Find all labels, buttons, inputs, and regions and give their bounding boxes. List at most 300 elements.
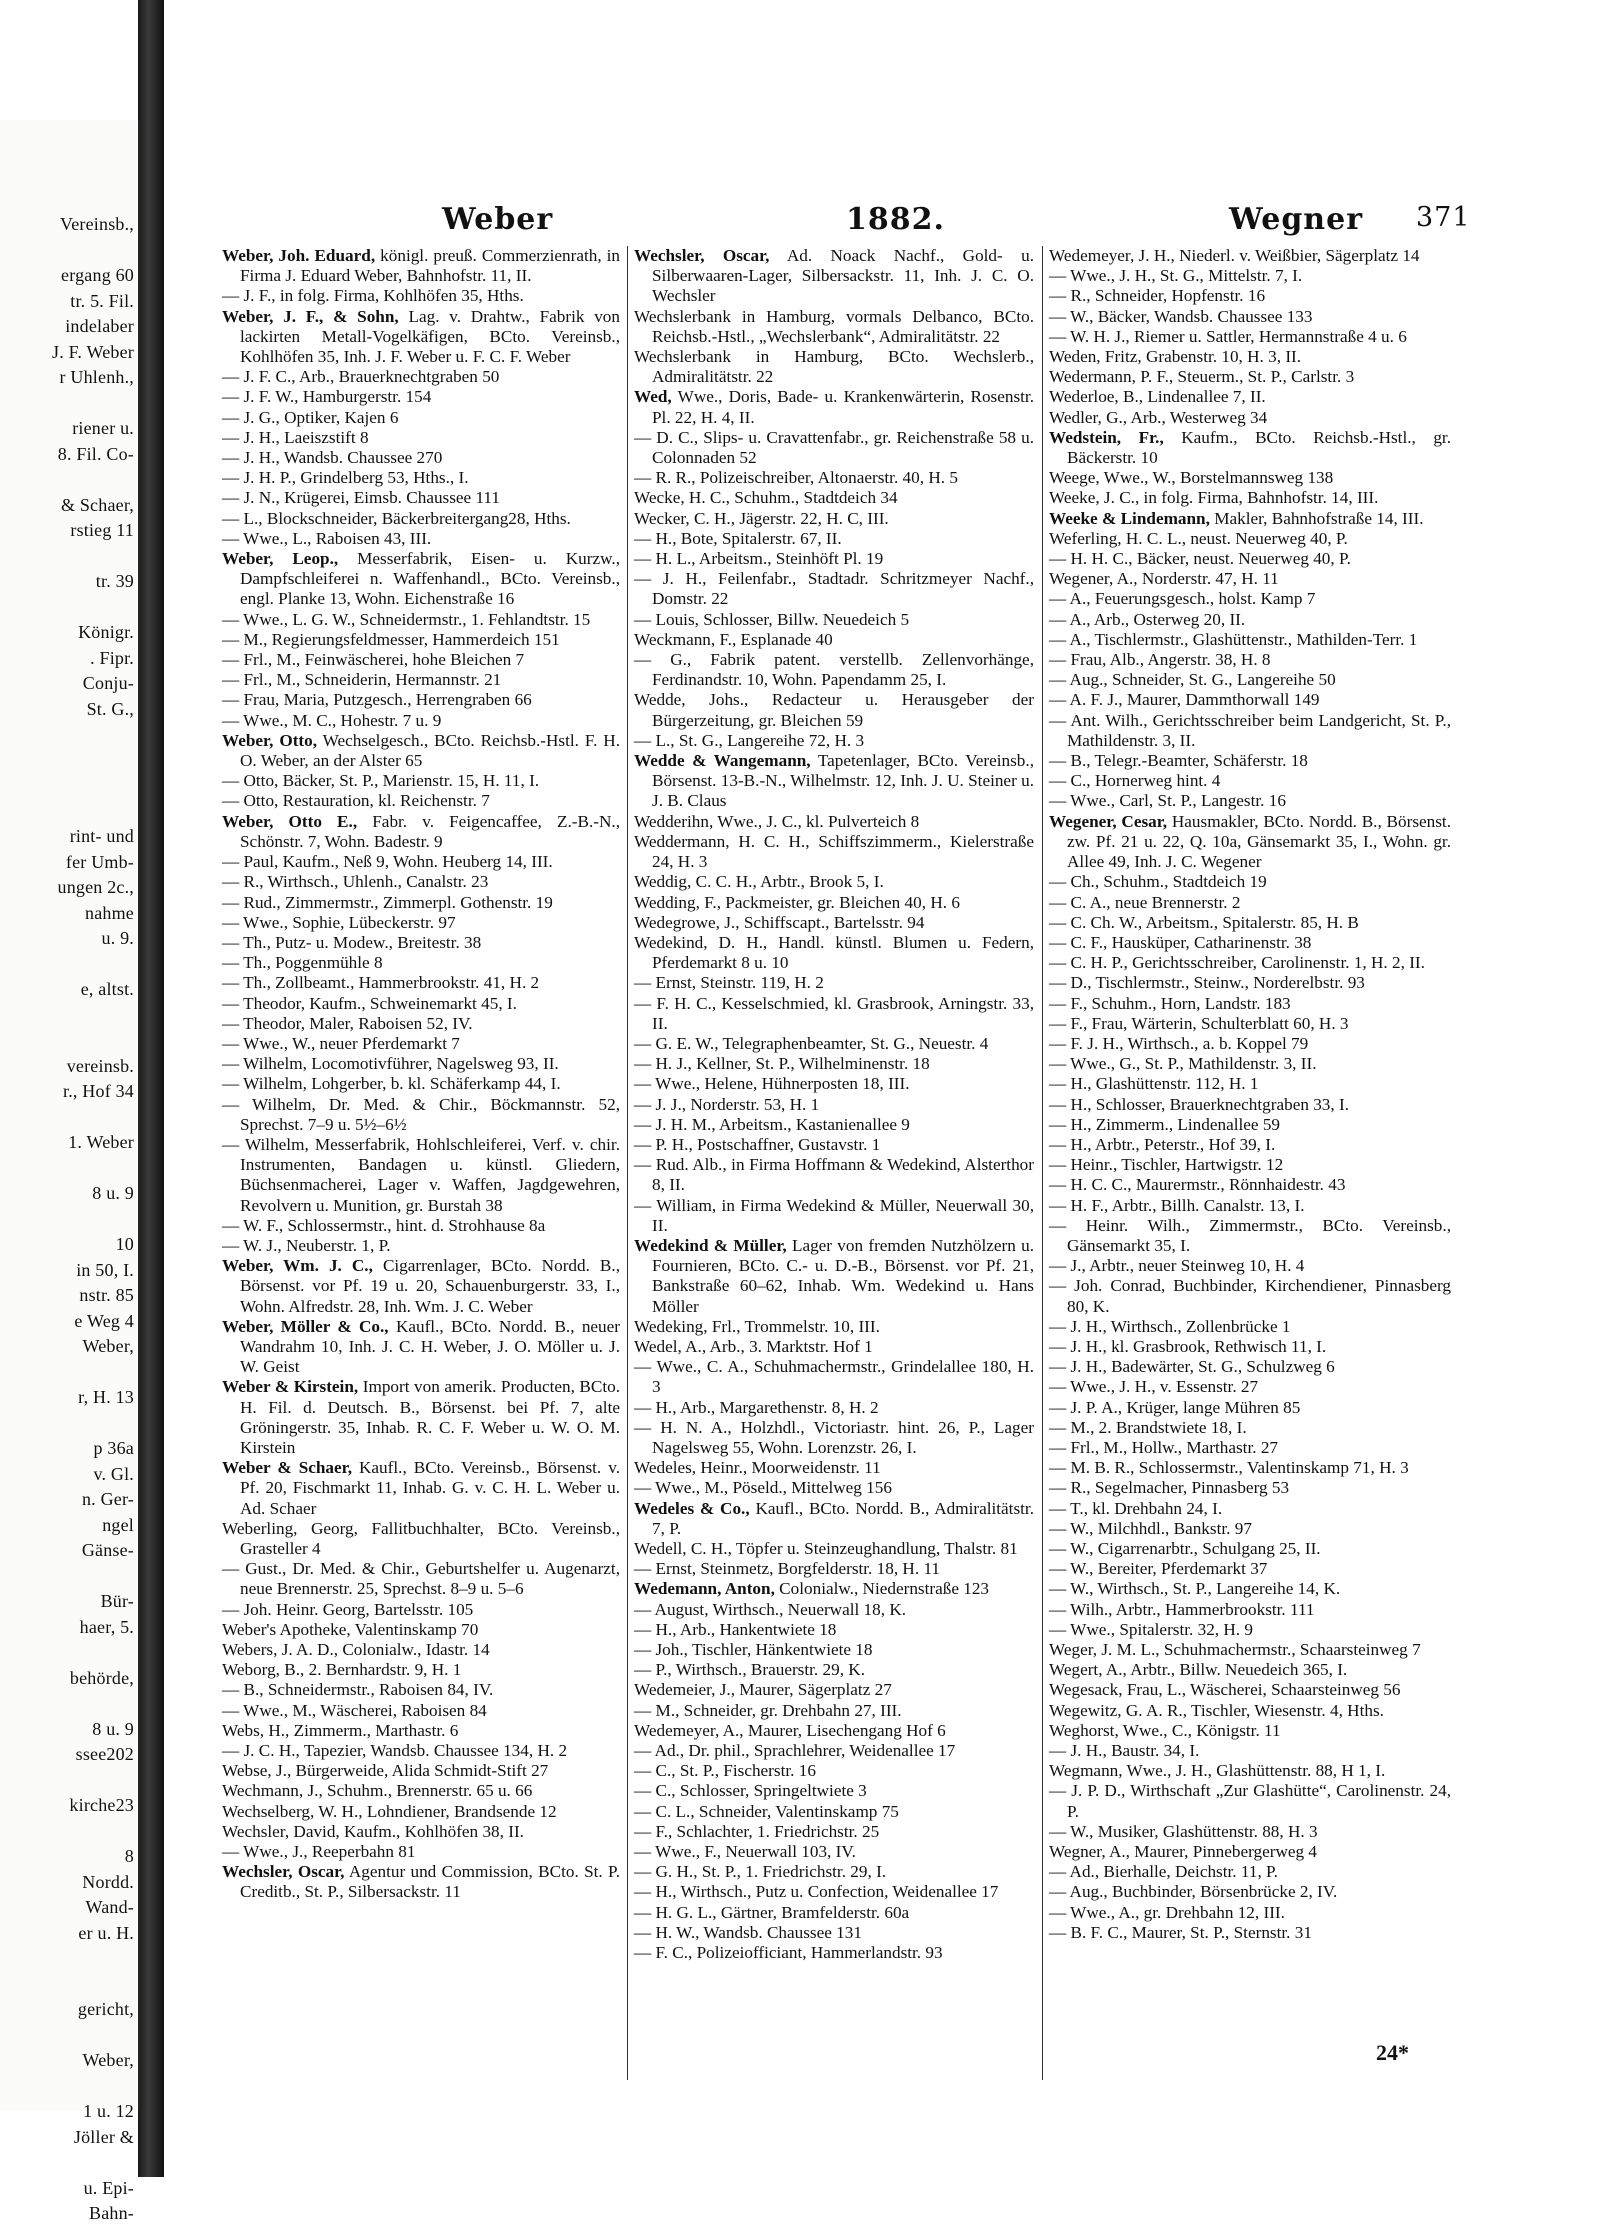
entry-text: Lag. v. Drahtw., Fabrik von lackirten Metall-Vogelkäfigen, BCto. Vereinsb., Kohlhöfen 35, Inh. J. F. Weber u. F. C. F. Weber <box>240 306 620 367</box>
directory-entry <box>634 1862 1034 1882</box>
entry-text: — Joh. Conrad, Buchbinder, Kirchendiener, Pinnasberg 80, K. <box>1049 1276 1451 1316</box>
entry-name: Wedekind & Müller, <box>634 1235 787 1255</box>
entry-text: — J. H., Laeiszstift 8 <box>222 427 369 447</box>
entry-text: Wegert, A., Arbtr., Billw. Neuedeich 365, I. <box>1049 1660 1348 1680</box>
directory-entry <box>634 1620 1034 1640</box>
directory-entry <box>1049 1478 1451 1498</box>
entry-text: — M. B. R., Schlossermstr., Valentinskamp 71, H. 3 <box>1049 1458 1409 1478</box>
facing-page-line <box>0 952 134 978</box>
entry-text: — D. C., Slips- u. Cravattenfabr., gr. Reichenstraße 58 u. Colonnaden 52 <box>634 427 1034 468</box>
entry-text: Wechslerbank in Hamburg, BCto. Wechslerb., Admiralitätstr. 22 <box>634 347 1034 387</box>
entry-text: — Wwe., L., Raboisen 43, III. <box>222 528 432 548</box>
facing-page-line: p 36a <box>93 1438 134 1458</box>
entry-text: — J. H. P., Grindelberg 53, Hths., I. <box>222 468 469 488</box>
directory-entry <box>1049 327 1451 347</box>
facing-page-edge <box>0 120 140 2223</box>
entry-text: — F. H. C., Kesselschmied, kl. Grasbrook, Arningstr. 33, II. <box>634 993 1034 1033</box>
entry-text: — Wwe., F., Neuerwall 103, IV. <box>634 1842 856 1862</box>
entry-text: Wegmann, Wwe., J. H., Glashüttenstr. 88, H 1, I. <box>1049 1761 1386 1781</box>
entry-text: — J. P. A., Krüger, lange Mühren 85 <box>1049 1397 1301 1417</box>
directory-entry <box>1049 1034 1451 1054</box>
directory-entry <box>1049 408 1451 428</box>
entry-name: Weber, Joh. Eduard, <box>222 246 376 265</box>
directory-entry <box>222 1842 620 1862</box>
entry-text: — G. H., St. P., 1. Friedrichstr. 29, I. <box>634 1862 887 1882</box>
entry-text: Wecke, H. C., Schuhm., Stadtdeich 34 <box>634 488 898 508</box>
directory-entry <box>1049 367 1451 387</box>
directory-entry <box>1049 1882 1451 1902</box>
directory-entry <box>1049 1660 1451 1680</box>
entry-text: — Joh. Heinr. Georg, Bartelsstr. 105 <box>222 1599 474 1619</box>
directory-entry <box>634 1640 1034 1660</box>
directory-entry <box>222 408 620 428</box>
directory-entry <box>634 1761 1034 1781</box>
facing-page-line: v. Gl. <box>93 1463 134 1484</box>
entry-text: Wechsler, David, Kaufm., Kohlhöfen 38, II. <box>222 1821 524 1841</box>
entry-text: Wecker, C. H., Jägerstr. 22, H. C, III. <box>634 508 889 528</box>
directory-entry <box>1049 1196 1451 1216</box>
directory-entry <box>222 670 620 690</box>
entry-text: Fabr. v. Feigencaffee, Z.-B.-N., Schönstr. 7, Wohn. Badestr. 9 <box>240 811 620 851</box>
directory-entry <box>634 973 1034 993</box>
facing-page-line <box>0 2074 134 2100</box>
directory-entry <box>1049 286 1451 306</box>
entry-text: — J. H., Feilenfabr., Stadtadr. Schritzmeyer Nachf., Domstr. 22 <box>634 569 1034 609</box>
directory-entry <box>222 1822 620 1842</box>
facing-page-line: kirche23 <box>69 1795 134 1815</box>
facing-page-line: r Uhlenh., <box>59 367 134 387</box>
entry-text: — Rud. Alb., in Firma Hoffmann & Wedekind, Alsterthor 8, II. <box>634 1155 1034 1195</box>
directory-entry <box>634 1660 1034 1680</box>
entry-text: Wegesack, Frau, L., Wäscherei, Schaarsteinweg 56 <box>1049 1680 1401 1700</box>
facing-page-line: Nordd. <box>82 1871 134 1892</box>
directory-entry <box>222 1014 620 1034</box>
entry-text: Weferling, H. C. L., neust. Neuerweg 40, P. <box>1049 528 1348 548</box>
entry-text: Agentur und Commission, BCto. St. P. Creditb., St. P., Silbersackstr. 11 <box>240 1862 620 1902</box>
directory-entry <box>634 690 1034 730</box>
directory-entry <box>634 893 1034 913</box>
facing-page-line <box>0 2150 134 2176</box>
facing-page-line: nahme <box>85 902 134 923</box>
entry-text: — B., Schneidermstr., Raboisen 84, IV. <box>222 1680 494 1700</box>
directory-entry <box>1049 1155 1451 1175</box>
directory-entry <box>1049 1175 1451 1195</box>
directory-entry <box>1049 1822 1451 1842</box>
directory-entry <box>1049 953 1451 973</box>
directory-entry <box>1049 1701 1451 1721</box>
entry-text: — Ad., Dr. phil., Sprachlehrer, Weidenallee 17 <box>634 1741 956 1761</box>
facing-page-line: . Fipr. <box>90 647 134 668</box>
entry-text: — Aug., Buchbinder, Börsenbrücke 2, IV. <box>1049 1882 1338 1902</box>
entry-text: — P., Wirthsch., Brauerstr. 29, K. <box>634 1660 866 1680</box>
entry-text: — Wwe., J., Reeperbahn 81 <box>222 1842 416 1862</box>
entry-text: — C. L., Schneider, Valentinskamp 75 <box>634 1801 899 1821</box>
directory-entry <box>222 509 620 529</box>
entry-text: Ad. Noack Nachf., Gold- u. Silberwaaren-Lager, Silbersackstr. 11, Inh. J. C. O. Wechsler <box>652 246 1034 306</box>
entry-text: — M., 2. Brandstwiete 18, I. <box>1049 1417 1247 1437</box>
directory-entry <box>222 428 620 448</box>
directory-entry <box>634 1196 1034 1236</box>
entry-text: — Otto, Restauration, kl. Reichenstr. 7 <box>222 791 490 811</box>
facing-page-line: ungen 2c., <box>57 877 134 897</box>
directory-entry <box>222 852 620 872</box>
entry-name: Wed, <box>634 387 672 407</box>
facing-page-line: 8. Fil. Co- <box>57 443 134 464</box>
facing-page-line: Bür- <box>100 1591 134 1611</box>
directory-entry <box>1049 610 1451 630</box>
directory-entry <box>1049 1377 1451 1397</box>
directory-entry <box>222 488 620 508</box>
entry-text: — H. G. L., Gärtner, Bramfelderstr. 60a <box>634 1902 910 1922</box>
directory-entry <box>634 509 1034 529</box>
entry-text: — Frl., M., Feinwäscherei, hohe Bleichen 7 <box>222 650 525 670</box>
directory-entry <box>1049 751 1451 771</box>
directory-entry <box>1049 1559 1451 1579</box>
directory-entry <box>1049 307 1451 327</box>
entry-text: — T., kl. Drehbahn 24, I. <box>1049 1498 1223 1518</box>
facing-page-line: 8 u. 9 <box>92 1718 134 1739</box>
entry-text: — H. N. A., Holzhdl., Victoriastr. hint. 26, P., Lager Nagelsweg 55, Wohn. Lorenzstr. 26, I. <box>634 1417 1034 1457</box>
entry-text: — Wwe., J. H., v. Essenstr. 27 <box>1049 1377 1259 1397</box>
entry-text: — Gust., Dr. Med. & Chir., Geburtshelfer u. Augenarzt, neue Brennerstr. 25, Sprechst. 8–9 u. 5–6 <box>222 1559 620 1599</box>
entry-text: — D., Tischlermstr., Steinw., Norderelbstr. 93 <box>1049 973 1365 993</box>
entry-text: — J. H. M., Arbeitsm., Kastanienallee 9 <box>634 1114 910 1134</box>
directory-entry <box>634 1074 1034 1094</box>
directory-entry <box>634 1115 1034 1135</box>
directory-entry <box>634 1579 1034 1599</box>
directory-entry <box>634 347 1034 387</box>
directory-entry <box>634 1357 1034 1397</box>
directory-entry <box>634 1943 1034 1963</box>
entry-text: Wedde, Johs., Redacteur u. Herausgeber der Bürgerzeitung, gr. Bleichen 59 <box>634 690 1034 730</box>
directory-entry <box>1049 1398 1451 1418</box>
facing-page-line: r, H. 13 <box>78 1387 134 1407</box>
directory-entry <box>1049 1418 1451 1438</box>
directory-entry <box>1049 872 1451 892</box>
facing-page-line <box>0 467 134 493</box>
directory-entry <box>222 1377 620 1458</box>
entry-text: Weddermann, H. C. H., Schiffszimmerm., Kielerstraße 24, H. 3 <box>634 831 1034 872</box>
directory-entry <box>1049 913 1451 933</box>
directory-entry <box>634 488 1034 508</box>
directory-entry <box>222 1660 620 1680</box>
directory-entry <box>222 872 620 892</box>
facing-page-line: Weber, <box>82 2050 134 2070</box>
entry-text: — Theodor, Kaufm., Schweinemarkt 45, I. <box>222 993 517 1013</box>
entry-text: — Wwe., M., Wäscherei, Raboisen 84 <box>222 1700 487 1720</box>
entry-text: Weborg, B., 2. Bernhardstr. 9, H. 1 <box>222 1660 462 1680</box>
entry-text: — Wilh., Arbtr., Hammerbrookstr. 111 <box>1049 1599 1315 1619</box>
entry-text: — C., Hornerweg hint. 4 <box>1049 771 1221 791</box>
directory-entry <box>1049 1256 1451 1276</box>
entry-text: — Rud., Zimmermstr., Zimmerpl. Gothenstr. 19 <box>222 892 553 912</box>
entry-text: Weckmann, F., Esplanade 40 <box>634 629 833 649</box>
entry-text: Wedermann, P. F., Steuerm., St. P., Carlstr. 3 <box>1049 367 1355 387</box>
directory-entry <box>1049 791 1451 811</box>
facing-page-line: Gänse- <box>81 1540 134 1560</box>
directory-entry <box>1049 1620 1451 1640</box>
entry-text: — H. W., Wandsb. Chaussee 131 <box>634 1922 862 1942</box>
facing-page-line: tr. 5. Fil. <box>70 290 134 311</box>
entry-text: — Wwe., M. C., Hohestr. 7 u. 9 <box>222 710 442 730</box>
facing-page-line: Conju- <box>82 673 134 693</box>
entry-name: Weber, Leop., <box>222 549 339 569</box>
directory-entry <box>222 1802 620 1822</box>
entry-text: — A. F. J., Maurer, Dammthorwall 149 <box>1049 690 1320 710</box>
directory-entry <box>1049 812 1451 873</box>
directory-entry <box>222 1600 620 1620</box>
directory-entry <box>1049 1680 1451 1700</box>
entry-text: Weber's Apotheke, Valentinskamp 70 <box>222 1619 479 1639</box>
entry-text: — Aug., Schneider, St. G., Langereihe 50 <box>1049 670 1336 690</box>
entry-text: Wedderihn, Wwe., J. C., kl. Pulverteich 8 <box>634 811 920 831</box>
directory-entry <box>1049 1923 1451 1943</box>
directory-entry <box>222 650 620 670</box>
directory-entry <box>634 1418 1034 1458</box>
directory-entry <box>1049 1074 1451 1094</box>
column-rule <box>627 246 628 2080</box>
entry-text: — H., Zimmerm., Lindenallee 59 <box>1049 1114 1281 1134</box>
directory-entry <box>634 1478 1034 1498</box>
entry-text: — Th., Zollbeamt., Hammerbrookstr. 41, H. 2 <box>222 973 540 993</box>
directory-entry <box>222 1680 620 1700</box>
directory-entry <box>1049 1903 1451 1923</box>
facing-page-line: nstr. 85 <box>79 1285 134 1305</box>
entry-text: Weeke, J. C., in folg. Firma, Bahnhofstr. 14, III. <box>1049 488 1379 508</box>
entry-text: — J. H., kl. Grasbrook, Rethwisch 11, I. <box>1049 1336 1327 1356</box>
entry-name: Weber & Schaer, <box>222 1458 353 1478</box>
entry-text: — Ernst, Steinmetz, Borgfelderstr. 18, H. 11 <box>634 1559 940 1579</box>
entry-text: — Ant. Wilh., Gerichtsschreiber beim Landgericht, St. P., Mathildenstr. 3, II. <box>1049 710 1451 750</box>
directory-entry <box>634 428 1034 468</box>
facing-page-line: ngel <box>102 1514 134 1535</box>
entry-text: Weghorst, Wwe., C., Königstr. 11 <box>1049 1720 1281 1740</box>
facing-page-line <box>0 773 134 799</box>
entry-text: Wechmann, J., Schuhm., Brennerstr. 65 u. 66 <box>222 1781 533 1801</box>
entry-text: — R., Segelmacher, Pinnasberg 53 <box>1049 1478 1290 1498</box>
entry-name: Weber, Otto E., <box>222 811 358 831</box>
facing-page-line: 1. Weber <box>68 1132 134 1152</box>
directory-entry <box>634 1539 1034 1559</box>
facing-page-line: r., Hof 34 <box>63 1081 134 1101</box>
directory-entry <box>634 630 1034 650</box>
entry-text: Messerfabrik, Eisen- u. Kurzw., Dampfschleiferei n. Waffenhandl., BCto. Vereinsb., engl. Planke 13, Wohn. Eichenstraße 16 <box>240 549 620 609</box>
directory-entry <box>634 1721 1034 1741</box>
directory-entry <box>222 367 620 387</box>
directory-entry <box>1049 771 1451 791</box>
entry-text: Webs, H., Zimmerm., Marthastr. 6 <box>222 1720 459 1740</box>
entry-name: Weeke & Lindemann, <box>1049 508 1210 528</box>
directory-entry <box>222 1095 620 1135</box>
directory-entry <box>1049 428 1451 468</box>
facing-page-line: indelaber <box>65 316 134 336</box>
entry-text: — Wwe., Spitalerstr. 32, H. 9 <box>1049 1619 1253 1639</box>
entry-text: — H., Glashüttenstr. 112, H. 1 <box>1049 1074 1259 1094</box>
directory-entry <box>634 1600 1034 1620</box>
directory-entry <box>1049 1054 1451 1074</box>
facing-page-line: tr. 39 <box>95 571 134 591</box>
directory-entry <box>1049 711 1451 751</box>
entry-text: — F., Schuhm., Horn, Landstr. 183 <box>1049 993 1291 1013</box>
entry-text: Weege, Wwe., W., Borstelmannsweg 138 <box>1049 468 1334 488</box>
directory-entry <box>1049 468 1451 488</box>
entry-text: — Wilhelm, Dr. Med. & Chir., Böckmannstr. 52, Sprechst. 7–9 u. 5½–6½ <box>222 1094 620 1134</box>
directory-entry <box>222 791 620 811</box>
directory-entry <box>1049 1781 1451 1821</box>
entry-text: — W. F., Schlossermstr., hint. d. Strohhause 8a <box>222 1215 546 1235</box>
directory-entry <box>222 610 620 630</box>
directory-entry <box>634 1680 1034 1700</box>
entry-text: Kaufl., BCto. Nordd. B., neuer Wandrahm 10, Inh. J. C. H. Weber, J. O. Möller u. J. W. Geist <box>240 1316 620 1377</box>
directory-entry <box>1049 1115 1451 1135</box>
directory-entry <box>222 1034 620 1054</box>
entry-text: Wederloe, B., Lindenallee 7, II. <box>1049 387 1266 407</box>
entry-text: — J. F., in folg. Firma, Kohlhöfen 35, Hths. <box>222 286 524 306</box>
facing-page-line <box>0 1028 134 1054</box>
entry-text: — William, in Firma Wedekind & Müller, Neuerwall 30, II. <box>634 1195 1034 1235</box>
directory-entry <box>1049 690 1451 710</box>
entry-text: — H., Schlosser, Brauerknechtgraben 33, I. <box>1049 1094 1350 1114</box>
entry-text: — J. G., Optiker, Kajen 6 <box>222 407 399 427</box>
directory-entry <box>634 1802 1034 1822</box>
entry-text: — W., Milchhdl., Bankstr. 97 <box>1049 1518 1252 1538</box>
directory-entry <box>634 872 1034 892</box>
facing-page-line: 8 u. 9 <box>92 1183 134 1203</box>
entry-text: — Louis, Schlosser, Billw. Neuedeich 5 <box>634 609 910 629</box>
entry-text: Wedeles, Heinr., Moorweidenstr. 11 <box>634 1458 881 1478</box>
directory-entry <box>1049 1337 1451 1357</box>
entry-text: — Wwe., A., gr. Drehbahn 12, III. <box>1049 1902 1285 1922</box>
entry-text: — J. C. H., Tapezier, Wandsb. Chaussee 134, H. 2 <box>222 1741 568 1761</box>
directory-entry <box>1049 1357 1451 1377</box>
directory-entry <box>634 1034 1034 1054</box>
entry-text: — A., Feuerungsgesch., holst. Kamp 7 <box>1049 589 1316 609</box>
entry-text: — J. H., Badewärter, St. G., Schulzweg 6 <box>1049 1357 1335 1377</box>
running-header <box>214 202 1471 242</box>
directory-entry <box>634 246 1034 307</box>
entry-text: — J. P. D., Wirthschaft „Zur Glashütte“, Carolinenstr. 24, P. <box>1049 1781 1451 1821</box>
directory-entry <box>1049 1842 1451 1862</box>
directory-entry <box>634 1499 1034 1539</box>
entry-text: Hausmakler, BCto. Nordd. B., Börsenst. zw. Pf. 21 u. 22, Q. 10a, Gänsemarkt 35, I., Wohn. gr. Allee 49, Inh. J. C. Wegener <box>1067 811 1452 872</box>
directory-entry <box>1049 1135 1451 1155</box>
directory-entry <box>222 1620 620 1640</box>
facing-page-line <box>0 2023 134 2049</box>
directory-entry <box>1049 650 1451 670</box>
facing-page-line: behörde, <box>69 1667 134 1688</box>
facing-page-line: n. Ger- <box>81 1489 134 1509</box>
directory-entry <box>634 731 1034 751</box>
directory-entry <box>634 933 1034 973</box>
entry-text: — L., Blockschneider, Bäckerbreitergang28, Hths. <box>222 508 571 528</box>
directory-entry <box>634 307 1034 347</box>
facing-page-line: er u. H. <box>78 1922 134 1943</box>
directory-entry <box>1049 1095 1451 1115</box>
directory-entry <box>634 1458 1034 1478</box>
entry-text: — Wwe., W., neuer Pferdemarkt 7 <box>222 1033 460 1053</box>
entry-text: — Wwe., C. A., Schuhmachermstr., Grindelallee 180, H. 3 <box>634 1357 1034 1397</box>
entry-text: Webse, J., Bürgerweide, Alida Schmidt-Stift 27 <box>222 1761 549 1781</box>
directory-entry <box>634 1741 1034 1761</box>
facing-page-line: J. F. Weber <box>52 341 134 362</box>
entry-text: Wedel, A., Arb., 3. Marktstr. Hof 1 <box>634 1336 873 1356</box>
entry-text: Weger, J. M. L., Schuhmachermstr., Schaarsteinweg 7 <box>1049 1640 1421 1660</box>
directory-entry <box>1049 994 1451 1014</box>
entry-text: Wedeking, Frl., Trommelstr. 10, III. <box>634 1316 880 1336</box>
entry-text: — Theodor, Maler, Raboisen 52, IV. <box>222 1013 473 1033</box>
entry-text: — Paul, Kaufm., Neß 9, Wohn. Heuberg 14, III. <box>222 852 553 872</box>
facing-page-line <box>0 722 134 748</box>
directory-entry <box>222 973 620 993</box>
entry-text: — J. N., Krügerei, Eimsb. Chaussee 111 <box>222 488 500 508</box>
entry-text: — C. Ch. W., Arbeitsm., Spitalerstr. 85, H. B <box>1049 912 1359 932</box>
entry-text: — B. F. C., Maurer, St. P., Sternstr. 31 <box>1049 1922 1312 1942</box>
entry-name: Wechsler, Oscar, <box>634 246 770 265</box>
directory-entry <box>222 1458 620 1519</box>
header-left-headword: Weber <box>442 202 554 237</box>
facing-page-line <box>0 1972 134 1998</box>
directory-entry <box>634 1882 1034 1902</box>
entry-name: Weber, Möller & Co., <box>222 1316 389 1336</box>
entry-text: königl. preuß. Commerzienrath, in Firma J. Eduard Weber, Bahnhofstr. 11, II. <box>240 246 621 286</box>
facing-page-line <box>0 1360 134 1386</box>
entry-text: Wedegrowe, J., Schiffscapt., Bartelsstr. 94 <box>634 912 925 932</box>
facing-page-line: riener u. <box>72 418 134 438</box>
facing-page-line: e Weg 4 <box>74 1310 134 1331</box>
directory-entry <box>222 994 620 1014</box>
directory-page <box>166 130 1471 2120</box>
entry-text: — F., Schlachter, 1. Friedrichstr. 25 <box>634 1821 880 1841</box>
entry-text: Colonialw., Niedernstraße 123 <box>779 1579 990 1599</box>
facing-page-line <box>0 238 134 264</box>
facing-page-line: Jöller & <box>73 2126 134 2147</box>
directory-entry <box>1049 893 1451 913</box>
entry-text: — Wwe., J. H., St. G., Mittelstr. 7, I. <box>1049 266 1303 286</box>
entry-text: — H., Bote, Spitalerstr. 67, II. <box>634 528 842 548</box>
directory-entry <box>634 387 1034 427</box>
facing-page-line <box>0 748 134 774</box>
directory-entry <box>222 1741 620 1761</box>
entry-text: — Ernst, Steinstr. 119, H. 2 <box>634 973 824 993</box>
entry-text: — A., Tischlermstr., Glashüttenstr., Mathilden-Terr. 1 <box>1049 629 1418 649</box>
entry-text: Wwe., Doris, Bade- u. Krankenwärterin, Rosenstr. Pl. 22, H. 4, II. <box>652 387 1034 427</box>
directory-entry <box>1049 266 1451 286</box>
header-year: 1882. <box>846 202 945 237</box>
directory-entry <box>222 1862 620 1902</box>
header-right-headword: Wegner <box>1229 202 1364 237</box>
page-binding <box>138 0 164 2177</box>
entry-text: — Frau, Alb., Angerstr. 38, H. 8 <box>1049 650 1271 670</box>
directory-entry <box>634 1236 1034 1317</box>
entry-text: — M., Regierungsfeldmesser, Hammerdeich 151 <box>222 629 560 649</box>
facing-page-line: rint- und <box>69 826 134 846</box>
directory-entry <box>222 711 620 731</box>
directory-entry <box>634 994 1034 1034</box>
facing-page-line <box>0 1640 134 1666</box>
facing-page-line: fer Umb- <box>65 851 134 872</box>
entry-text: Wedemeier, J., Maurer, Sägerplatz 27 <box>634 1680 892 1700</box>
entry-text: — Heinr., Tischler, Hartwigstr. 12 <box>1049 1155 1284 1175</box>
directory-entry <box>1049 933 1451 953</box>
directory-entry <box>222 1721 620 1741</box>
directory-entry <box>634 1923 1034 1943</box>
directory-entry <box>1049 246 1451 266</box>
directory-entry <box>222 812 620 852</box>
directory-entry <box>634 1135 1034 1155</box>
directory-entry <box>1049 509 1451 529</box>
entry-text: — P. H., Postschaffner, Gustavstr. 1 <box>634 1134 881 1154</box>
entry-text: — H. L., Arbeitsm., Steinhöft Pl. 19 <box>634 549 884 569</box>
